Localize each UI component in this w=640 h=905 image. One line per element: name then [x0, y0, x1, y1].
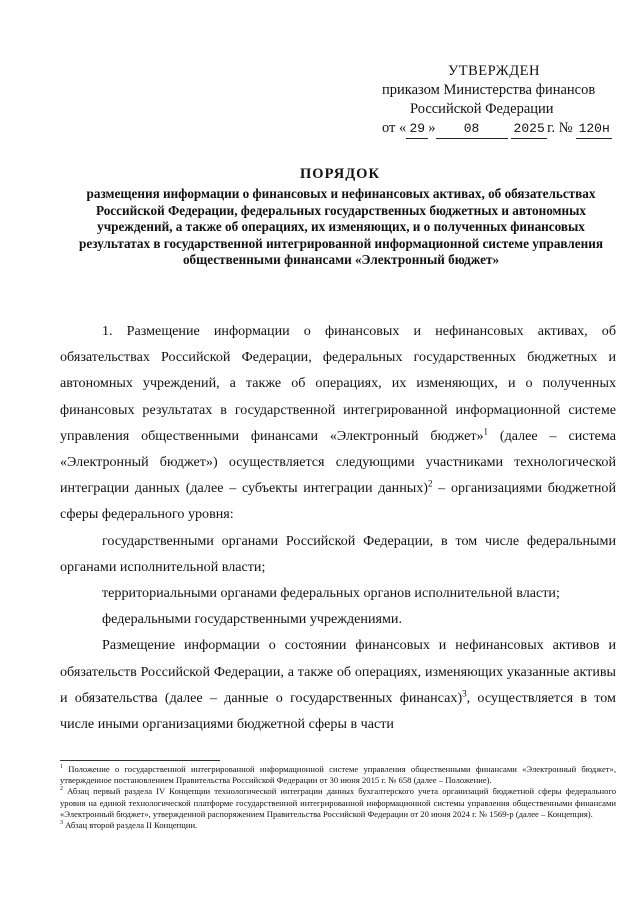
- footnote-3-mark: 3: [60, 820, 63, 827]
- footnote-ref-2[interactable]: 2: [427, 478, 433, 489]
- footnote-2: [60, 786, 616, 820]
- paragraph-2: [60, 632, 616, 737]
- list-item-3: федеральными государственными учреждениями.: [102, 611, 402, 628]
- p1-text-b: (далее – система «Электронный бюджет») осуществляется следующими участниками технологической интеграции данных (далее – субъекты интеграции данных): [60, 427, 616, 497]
- approval-line-ministry: приказом Министерства финансов: [382, 82, 596, 98]
- approval-number: 120н: [576, 119, 612, 139]
- footnote-ref-1[interactable]: 1: [483, 426, 489, 437]
- paragraph-1: [60, 318, 616, 528]
- year-suffix: г. №: [547, 120, 573, 136]
- p1-text-c: – организациями бюджетной сферы федерального уровня:: [60, 480, 616, 523]
- approval-date-line: [382, 119, 622, 139]
- footnote-2-text: Абзац первый раздела IV Концепции технологической интеграции данных бухгалтерского учета организаций бюджетной сферы федерального уровня на единой технологической платформе государственной интегрированной информационной системы управления общественными финансами «Электронный бюджет», утвержденной распоряжением Правительства Российской Федерации от 20 июня 2024 г. № 1569-р (далее – Концепция).: [60, 786, 616, 819]
- approval-day: 29: [406, 119, 428, 139]
- footnote-1: [60, 764, 616, 786]
- p2-text-a: Размещение информации о состоянии финансовых и нефинансовых активов и обязательств Российской Федерации, а также об операциях, изменяющих указанные активы и обязательства (далее – данные о государственных финансах): [60, 637, 616, 706]
- p1-text-a: 1. Размещение информации о финансовых и нефинансовых активах, об обязательствах Российской Федерации, федеральных государственных бюджетных и автономных учреждений, а также об операциях, их изменяющих, и о полученных финансовых результатах в государственной интегрированной информационной системе управления общественными финансами «Электронный бюджет»: [60, 323, 616, 444]
- approval-line-country: Российской Федерации: [410, 101, 554, 117]
- p2-text-b: , осуществляется в том числе иными организациями бюджетной сферы в части: [60, 689, 616, 733]
- footnote-3-text: Абзац второй раздела II Концепции.: [63, 820, 198, 831]
- footnote-1-text: Положение о государственной интегрированной информационной системе управления общественными финансами «Электронный бюджет», утвержденное постановлением Правительства Российской Федерации от 30 июня 2015 г. № 658 (далее – Положение).: [60, 764, 616, 786]
- footnote-divider: [60, 760, 220, 761]
- document-body: [60, 318, 616, 737]
- footnotes: [60, 764, 616, 831]
- document-title: ПОРЯДОК: [300, 166, 380, 182]
- approval-block: [382, 62, 622, 139]
- footnote-1-mark: 1: [60, 764, 63, 771]
- list-item-1: государственными органами Российской Федерации, в том числе федеральными органами исполнительной власти;: [60, 532, 616, 575]
- footnote-ref-3[interactable]: 3: [462, 688, 467, 699]
- document-subtitle: размещения информации о финансовых и нефинансовых активах, об обязательствах Российской Федерации, федеральных государственных бюджетных и автономных учреждений, а также об операциях, их изменяющих, и о полученных финансовых результатах в государственной интегрированной информационной системе управления общественными финансами «Электронный бюджет»: [79, 186, 603, 268]
- approval-title: УТВЕРЖДЕН: [448, 63, 540, 79]
- day-suffix: »: [428, 120, 436, 136]
- list-item-2: территориальными органами федеральных органов исполнительной власти;: [102, 585, 560, 602]
- footnote-3: [60, 820, 616, 831]
- approval-year: 2025: [511, 119, 547, 139]
- approval-month: 08: [436, 119, 508, 139]
- footnote-2-mark: 2: [60, 786, 63, 793]
- date-prefix: от «: [382, 120, 407, 136]
